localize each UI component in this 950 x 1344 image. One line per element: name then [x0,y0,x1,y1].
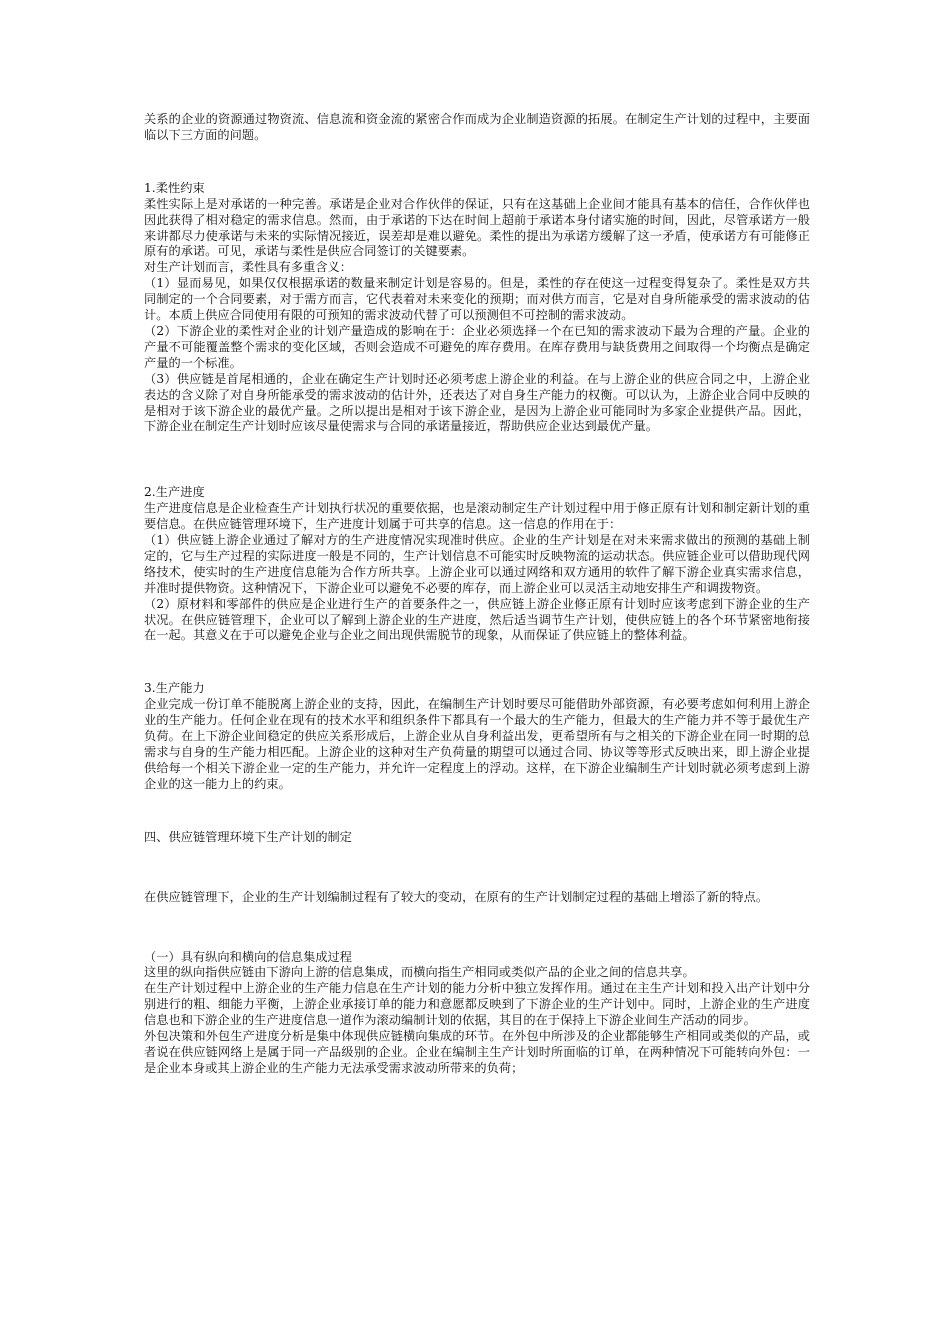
paragraph: 在生产计划过程中上游企业的生产能力信息在生产计划的能力分析中独立发挥作用。通过在主生产计划和投入出产计划中分别进行的粗、细能力平衡，上游企业承接订单的能力和意愿都反映到了下游企业的生产计划中。同时，上游企业的生产进度信息也和下游企业的生产进度信息一道作为滚动编制计划的依据，其目的在于保持上下游企业间生产活动的同步。 [144,981,810,1028]
paragraph: 这里的纵向指供应链由下游向上游的信息集成，而横向指生产相同或类似产品的企业之间的信息共享。 [144,965,695,980]
paragraph: 柔性实际上是对承诺的一种完善。承诺是企业对合作伙伴的保证，只有在这基础上企业间才能具有基本的信任，合作伙伴也因此获得了相对稳定的需求信息。然而，由于承诺的下达在时间上超前于承诺本身付诸实施的时间，因此，尽管承诺方一般来讲都尽力使承诺与未来的实际情况接近，误差却是难以避免。柔性的提出为承诺方缓解了这一矛盾，使承诺方有可能修正原有的承诺。可见，承诺与柔性是供应合同签订的关键要素。 [144,196,810,259]
section-heading-capacity: 3.生产能力 [144,681,205,696]
document-page [144,112,810,1077]
chapter-heading: 四、供应链管理环境下生产计划的制定 [144,829,353,844]
spacer [144,435,810,485]
subsection-heading-info-integration: （一）具有纵向和横向的信息集成过程 [144,949,353,964]
spacer [144,793,810,830]
paragraph: 生产进度信息是企业检查生产计划执行状况的重要依据，也是滚动制定生产计划过程中用于修正原有计划和制定新计划的重要信息。在供应链管理环境下，生产进度计划属于可共享的信息。这一信息的作用在于： [144,501,810,532]
spacer [144,644,810,681]
paragraph: （3）供应链是首尾相通的，企业在确定生产计划时还必须考虑上游企业的利益。在与上游企业的供应合同之中，上游企业表达的含义除了对自身所能承受的需求波动的估计外，还表达了对自身生产能力的权衡。可以认为，上游企业合同中反映的是相对于该下游企业的最优产量。之所以提出是相对于该下游企业，是因为上游企业可能同时为多家企业提供产品。因此，下游企业在制定生产计划时应该尽量使需求与合同的承诺量接近，帮助供应企业达到最优产量。 [144,371,810,434]
paragraph: （1）显而易见，如果仅仅根据承诺的数量来制定计划是容易的。但是，柔性的存在使这一过程变得复杂了。柔性是双方共同制定的一个合同要素，对于需方而言，它代表着对未来变化的预期；而对供方而言，它是对自身所能承受的需求波动的估计。本质上供应合同使用有限的可预知的需求波动代替了可以预测但不可控制的需求波动。 [144,276,810,323]
paragraph: 企业完成一份订单不能脱离上游企业的支持，因此，在编制生产计划时要尽可能借助外部资源，有必要考虑如何利用上游企业的生产能力。任何企业在现有的技术水平和组织条件下都具有一个最大的生产能力，但最大的生产能力并不等于最优生产负荷。在上下游企业间稳定的供应关系形成后，上游企业从自身利益出发，更希望所有与之相关的下游企业在同一时期的总需求与自身的生产能力相匹配。上游企业的这种对生产负荷量的期望可以通过合同、协议等等形式反映出来，即上游企业提供给每一个相关下游企业一定的生产能力，并允许一定程度上的浮动。这样，在下游企业编制生产计划时就必须考虑到上游企业的这一能力上的约束。 [144,697,810,791]
spacer [144,144,810,181]
spacer [144,846,810,890]
paragraph: 外包决策和外包生产进度分析是集中体现供应链横向集成的环节。在外包中所涉及的企业都能够生产相同或类似的产品，或者说在供应链网络上是属于同一产品级别的企业。企业在编制主生产计划时所面临的订单，在两种情况下可能转向外包：一是企业本身或其上游企业的生产能力无法承受需求波动所带来的负荷； [144,1029,810,1075]
spacer [144,906,810,950]
intro-paragraph: 关系的企业的资源通过物资流、信息流和资金流的紧密合作而成为企业制造资源的拓展。在制定生产计划的过程中，主要面临以下三方面的问题。 [144,112,810,142]
section-heading-progress: 2.生产进度 [144,485,205,500]
section-heading-flexibility: 1.柔性约束 [144,180,205,195]
paragraph: （2）原材料和零部件的供应是企业进行生产的首要条件之一，供应链上游企业修正原有计划时应该考虑到下游企业的生产状况。在供应链管理下，企业可以了解到上游企业的生产进度，然后适当调节生产计划，使供应链上的各个环节紧密地衔接在一起。其意义在于可以避免企业与企业之间出现供需脱节的现象，从而保证了供应链上的整体利益。 [144,596,810,643]
paragraph: 在供应链管理下，企业的生产计划编制过程有了较大的变动，在原有的生产计划制定过程的基础上增添了新的特点。 [144,889,769,904]
paragraph: （2）下游企业的柔性对企业的计划产量造成的影响在于：企业必须选择一个在已知的需求波动下最为合理的产量。企业的产量不可能覆盖整个需求的变化区域，否则会造成不可避免的库存费用。在库存费用与缺货费用之间取得一个均衡点是确定产量的一个标准。 [144,323,810,370]
paragraph: 对生产计划而言，柔性具有多重含义： [144,260,353,275]
paragraph: （1）供应链上游企业通过了解对方的生产进度情况实现准时供应。企业的生产计划是在对未来需求做出的预测的基础上制定的，它与生产过程的实际进度一般是不同的，生产计划信息不可能实时反映物流的运动状态。供应链企业可以借助现代网络技术，使实时的生产进度信息能为合作方所共享。上游企业可以通过网络和双方通用的软件了解下游企业真实需求信息，并准时提供物资。这种情况下，下游企业可以避免不必要的库存，而上游企业可以灵活主动地安排生产和调拨物资。 [144,533,810,595]
